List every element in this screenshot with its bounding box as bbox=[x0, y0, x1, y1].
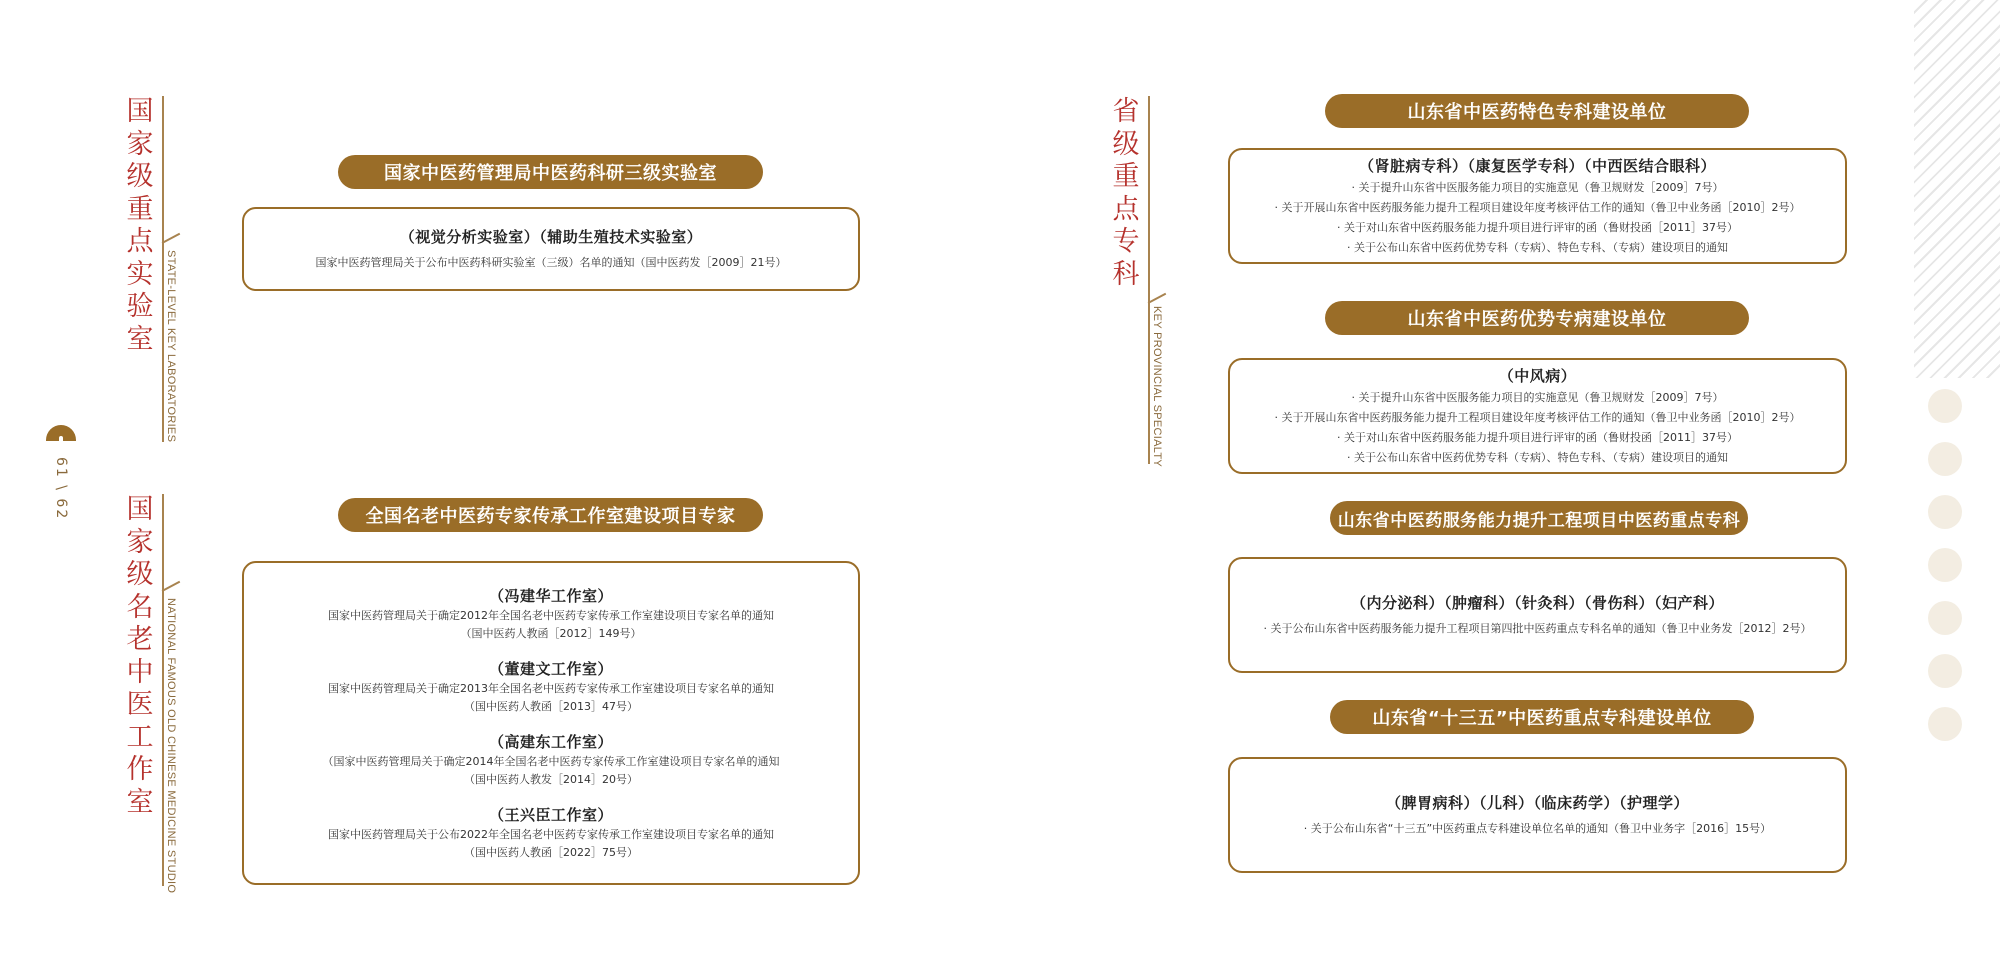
page-number-text: 61 \ 62 bbox=[53, 457, 69, 521]
studio-notice: （国家中医药管理局关于确定2014年全国名老中医药专家传承工作室建设项目专家名单的通知 bbox=[322, 755, 780, 768]
notice-line: · 关于公布山东省中医药服务能力提升工程项目第四批中医药重点专科名单的通知（鲁卫中业务发［2012］2号） bbox=[1263, 621, 1812, 635]
lab-notice: 国家中医药管理局关于公布中医药科研实验室（三级）名单的通知（国中医药发［2009］21号） bbox=[315, 255, 787, 269]
divider-tick bbox=[1148, 293, 1166, 304]
specialty-names: （肾脏病专科）（康复医学专科）（中西医结合眼科） bbox=[1358, 156, 1716, 175]
notice-line: · 关于开展山东省中医药服务能力提升工程项目建设年度考核评估工作的通知（鲁卫中业务函［2010］2号） bbox=[1274, 410, 1801, 424]
decor-circle bbox=[1928, 495, 1962, 529]
section-subtitle-provincial: KEY PROVINCIAL SPECIALTY bbox=[1151, 306, 1163, 468]
divider-tick bbox=[162, 581, 180, 592]
decor-circle bbox=[1928, 707, 1962, 741]
card-studio bbox=[242, 561, 860, 885]
studio-doc-number: （国中医药人教函［2022］75号） bbox=[464, 846, 638, 859]
studio-item bbox=[328, 585, 774, 643]
lab-names: （视觉分析实验室）（辅助生殖技术实验室） bbox=[399, 227, 703, 246]
section-subtitle-studio: NATIONAL FAMOUS OLD CHINESE MEDICINE STUDIO bbox=[165, 598, 177, 894]
notice-line: · 关于开展山东省中医药服务能力提升工程项目建设年度考核评估工作的通知（鲁卫中业务函［2010］2号） bbox=[1274, 200, 1801, 214]
notice-line: · 关于公布山东省“十三五”中医药重点专科建设单位名单的通知（鲁卫中业务字［2016］15号） bbox=[1303, 821, 1772, 835]
page-number bbox=[46, 425, 76, 520]
section-pill-advantage-disease: 山东省中医药优势专病建设单位 bbox=[1325, 301, 1749, 335]
decor-circle bbox=[1928, 601, 1962, 635]
studio-name: （高建东工作室） bbox=[488, 733, 613, 751]
studio-name: （王兴臣工作室） bbox=[488, 806, 613, 824]
studio-item bbox=[328, 804, 774, 862]
section-subtitle-national-labs: STATE-LEVEL KEY LABORATORIES bbox=[165, 250, 177, 443]
divider-line bbox=[162, 96, 164, 442]
studio-item bbox=[323, 731, 780, 789]
studio-notice: 国家中医药管理局关于确定2012年全国名老中医药专家传承工作室建设项目专家名单的通知 bbox=[328, 609, 774, 622]
card-advantage-disease bbox=[1228, 358, 1847, 474]
section-title-national-labs: 国家级重点实验室 bbox=[126, 96, 154, 355]
specialty-names: （内分泌科）（肿瘤科）（针灸科）（骨伤科）（妇产科） bbox=[1350, 593, 1724, 612]
decor-circle bbox=[1928, 654, 1962, 688]
card-13th-five-year bbox=[1228, 757, 1847, 873]
section-pill-national-labs: 国家中医药管理局中医药科研三级实验室 bbox=[338, 155, 763, 189]
studio-doc-number: （国中医药人教发［2014］20号） bbox=[464, 773, 638, 786]
studio-notice: 国家中医药管理局关于确定2013年全国名老中医药专家传承工作室建设项目专家名单的通知 bbox=[328, 682, 774, 695]
notice-line: · 关于提升山东省中医服务能力项目的实施意见（鲁卫规财发［2009］7号） bbox=[1351, 180, 1724, 194]
studio-doc-number: （国中医药人教函［2013］47号） bbox=[464, 700, 638, 713]
section-pill-studio: 全国名老中医药专家传承工作室建设项目专家 bbox=[338, 498, 763, 532]
section-title-provincial: 省级重点专科 bbox=[1112, 96, 1140, 290]
notice-line: · 关于提升山东省中医服务能力项目的实施意见（鲁卫规财发［2009］7号） bbox=[1351, 390, 1724, 404]
fan-icon bbox=[46, 425, 76, 441]
studio-item bbox=[328, 658, 774, 716]
decor-circle bbox=[1928, 548, 1962, 582]
card-national-labs bbox=[242, 207, 860, 291]
notice-line: · 关于公布山东省中医药优势专科（专病）、特色专科、（专病）建设项目的通知 bbox=[1347, 240, 1728, 254]
studio-doc-number: （国中医药人教函［2012］149号） bbox=[460, 627, 642, 640]
divider-line bbox=[1148, 96, 1150, 464]
studio-name: （董建文工作室） bbox=[488, 660, 613, 678]
decor-circle bbox=[1928, 389, 1962, 423]
studio-notice: 国家中医药管理局关于公布2022年全国名老中医药专家传承工作室建设项目专家名单的通知 bbox=[328, 828, 774, 841]
specialty-names: （中风病） bbox=[1498, 366, 1577, 385]
card-key-specialty bbox=[1228, 557, 1847, 673]
specialty-names: （脾胃病科）（儿科）（临床药学）（护理学） bbox=[1385, 793, 1689, 812]
section-title-studio: 国家级名老中医工作室 bbox=[126, 494, 154, 818]
notice-line: · 关于对山东省中医药服务能力提升项目进行评审的函（鲁财投函［2011］37号） bbox=[1337, 220, 1738, 234]
diagonal-stripe-decoration bbox=[1914, 0, 2000, 378]
section-pill-featured-specialty: 山东省中医药特色专科建设单位 bbox=[1325, 94, 1749, 128]
studio-name: （冯建华工作室） bbox=[488, 587, 613, 605]
decor-circle bbox=[1928, 442, 1962, 476]
notice-line: · 关于公布山东省中医药优势专科（专病）、特色专科、（专病）建设项目的通知 bbox=[1347, 450, 1728, 464]
notice-line: · 关于对山东省中医药服务能力提升项目进行评审的函（鲁财投函［2011］37号） bbox=[1337, 430, 1738, 444]
card-featured-specialty bbox=[1228, 148, 1847, 264]
section-pill-13th-five-year: 山东省“十三五”中医药重点专科建设单位 bbox=[1330, 700, 1754, 734]
section-pill-key-specialty: 山东省中医药服务能力提升工程项目中医药重点专科 bbox=[1330, 501, 1748, 535]
divider-line bbox=[162, 494, 164, 886]
divider-tick bbox=[162, 233, 180, 244]
